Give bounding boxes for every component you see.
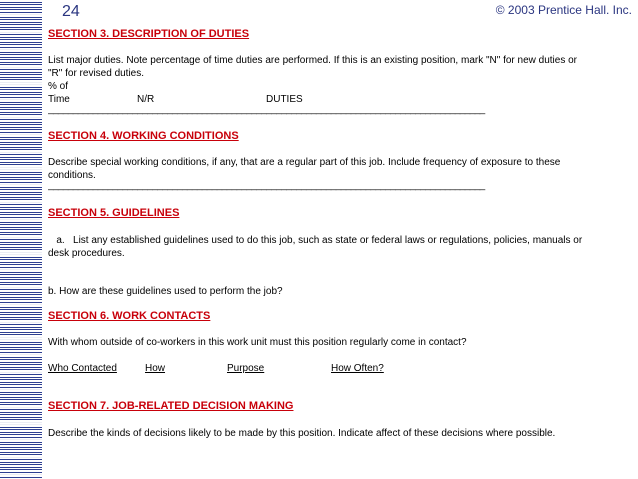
section7-heading: SECTION 7. JOB-RELATED DECISION MAKING (48, 400, 294, 412)
section6-heading: SECTION 6. WORK CONTACTS (48, 310, 211, 322)
section3-heading: SECTION 3. DESCRIPTION OF DUTIES (48, 28, 250, 40)
section3-rule: ________________________________________________________________________________________ (48, 104, 485, 115)
section4-heading: SECTION 4. WORKING CONDITIONS (48, 130, 239, 142)
section5-heading: SECTION 5. GUIDELINES (48, 207, 180, 219)
section6-question: With whom outside of co-workers in this work unit must this position regularly come in contact? (48, 337, 467, 348)
section5-item-a-line2: desk procedures. (48, 248, 125, 259)
section4-rule: ________________________________________________________________________________________ (48, 180, 485, 191)
section5-item-b: b. How are these guidelines used to perform the job? (48, 286, 283, 297)
section3-col-time: Time (48, 94, 70, 105)
decorative-stripe-margin (0, 0, 42, 479)
section3-instructions-line1: List major duties. Note percentage of time duties are performed. If this is an existing position, mark "N" for new duties or (48, 55, 578, 66)
page-number: 24 (62, 3, 80, 20)
section3-instructions-line2: "R" for revised duties. (48, 68, 145, 79)
section6-col-how-often: How Often? (331, 363, 384, 374)
section4-text-line2: conditions. (48, 170, 96, 181)
section6-col-purpose: Purpose (227, 363, 265, 374)
section5-item-a-line1: a. List any established guidelines used to do this job, such as state or federal laws or regulations, policies, manuals or (48, 235, 583, 246)
section6-col-who-contacted: Who Contacted (48, 363, 117, 374)
section4-text-line1: Describe special working conditions, if any, that are a regular part of this job. Include frequency of exposure to these (48, 157, 561, 168)
section3-col-nr: N/R (137, 94, 155, 105)
section6-col-how: How (145, 363, 166, 374)
section3-col-duties: DUTIES (266, 94, 303, 105)
section3-col-pct: % of (48, 81, 69, 92)
section7-text: Describe the kinds of decisions likely to be made by this position. Indicate affect of these decisions where possible. (48, 428, 556, 439)
copyright-notice: © 2003 Prentice Hall. Inc. (495, 3, 632, 17)
